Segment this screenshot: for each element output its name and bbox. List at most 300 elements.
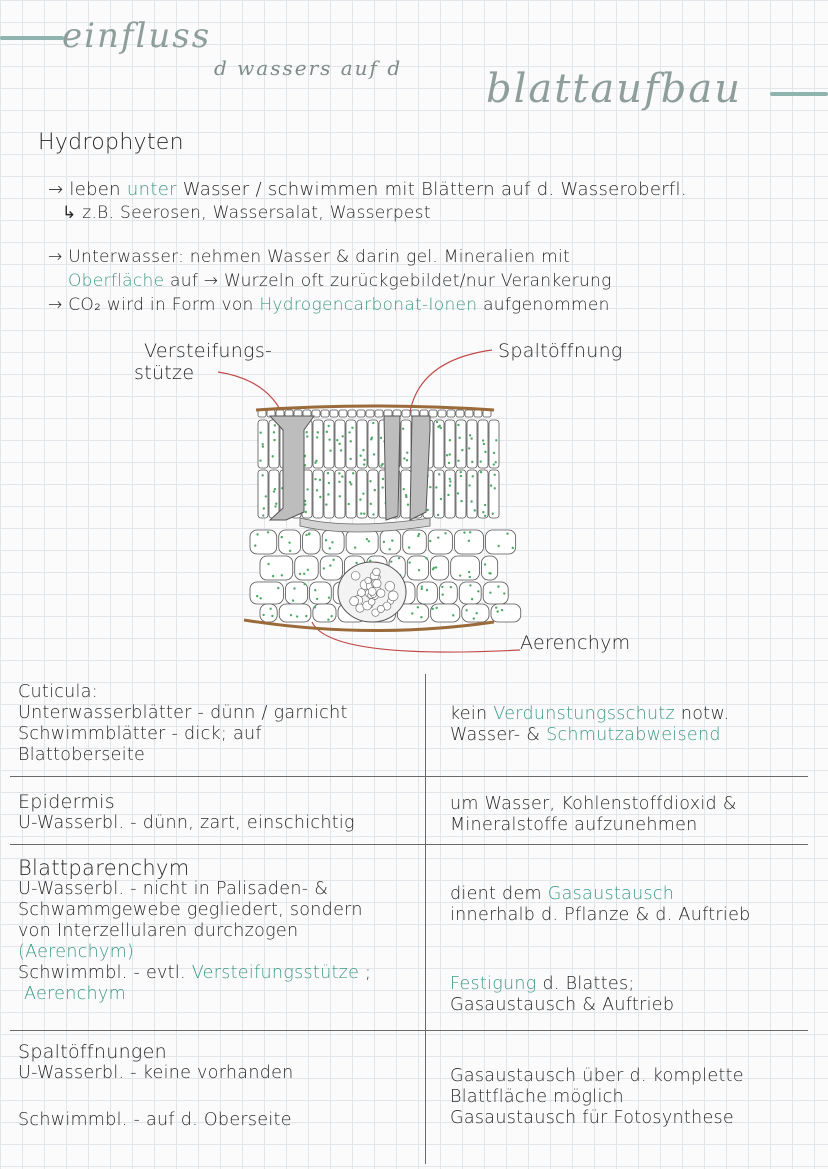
chloroplast xyxy=(269,608,271,610)
aerenchym-cell xyxy=(250,582,283,604)
title-word-middle: d wassers auf d xyxy=(214,56,403,80)
epidermis-cell xyxy=(438,410,446,417)
chloroplast xyxy=(275,503,277,505)
chloroplast xyxy=(360,512,362,514)
chloroplast xyxy=(437,426,439,428)
chloroplast xyxy=(349,458,351,460)
chloroplast xyxy=(293,587,295,589)
epidermis-cell xyxy=(357,410,365,417)
chloroplast xyxy=(267,531,269,533)
chloroplast xyxy=(469,434,471,436)
chloroplast xyxy=(460,475,462,477)
chloroplast xyxy=(261,474,263,476)
table-cell-cuticula-left xyxy=(18,682,348,766)
chloroplast xyxy=(382,478,384,480)
table-cell-epidermis-right xyxy=(450,794,737,836)
chloroplast xyxy=(263,507,265,509)
aerenchym-cell xyxy=(439,582,457,604)
cuticula-function-2-accent: Schmutzabweisend xyxy=(546,725,721,745)
spaltoeffnungen-function-3: Gasaustausch für Fotosynthese xyxy=(450,1108,734,1128)
epidermis-unterwasser: U-Wasserbl. - dünn, zart, einschichtig xyxy=(18,813,355,833)
chloroplast xyxy=(316,436,318,438)
epidermis-cell xyxy=(375,410,383,417)
chloroplast xyxy=(483,443,485,445)
chloroplast xyxy=(460,500,462,502)
chloroplast xyxy=(328,482,330,484)
aerenchym-cell xyxy=(403,530,427,554)
blattparenchym-line-4: von Interzellularen durchzogen xyxy=(18,921,299,941)
cuticula-function-1 xyxy=(450,704,729,725)
epidermis-cell xyxy=(474,410,482,417)
epidermis-function-2: Mineralstoffe aufzunehmen xyxy=(450,815,698,835)
chloroplast xyxy=(482,511,484,513)
intro-line-5-post: aufgenommen xyxy=(477,295,610,315)
chloroplast xyxy=(341,475,343,477)
palisade-cell xyxy=(434,470,444,518)
chloroplast xyxy=(470,500,472,502)
chloroplast xyxy=(370,438,372,440)
chloroplast xyxy=(459,574,461,576)
chloroplast xyxy=(350,440,352,442)
aerenchym-cell xyxy=(303,530,321,554)
chloroplast xyxy=(498,545,500,547)
aerenchym-cell xyxy=(407,556,428,580)
chloroplast xyxy=(512,547,514,549)
label-spaltoeffnung: Spaltöffnung xyxy=(498,340,623,362)
chloroplast xyxy=(480,471,482,473)
chloroplast xyxy=(256,533,258,535)
table-cell-epidermis-left xyxy=(18,792,355,834)
chloroplast xyxy=(317,431,319,433)
chloroplast xyxy=(281,536,283,538)
chloroplast xyxy=(327,493,329,495)
label-aerenchym: Aerenchym xyxy=(520,632,631,654)
epidermis-cell xyxy=(447,410,455,417)
palisade-cell xyxy=(324,420,334,468)
table-row-divider-2 xyxy=(10,844,808,845)
aerenchym-cell xyxy=(295,556,318,580)
chloroplast xyxy=(468,484,470,486)
chloroplast xyxy=(325,539,327,541)
aerenchym-cell xyxy=(428,530,452,554)
chloroplast xyxy=(256,595,258,597)
chloroplast xyxy=(340,449,342,451)
chloroplast xyxy=(457,460,459,462)
chloroplast xyxy=(490,484,492,486)
chloroplast xyxy=(494,487,496,489)
palisade-cell xyxy=(258,470,268,518)
chloroplast xyxy=(368,540,370,542)
chloroplast xyxy=(265,495,267,497)
chloroplast xyxy=(472,475,474,477)
chloroplast xyxy=(429,540,431,542)
chloroplast xyxy=(274,488,276,490)
blattparenchym-line-5: (Aerenchym) xyxy=(18,942,135,962)
palisade-cell xyxy=(478,470,488,518)
chloroplast xyxy=(469,584,471,586)
chloroplast xyxy=(319,496,321,498)
chloroplast xyxy=(484,563,486,565)
cuticula-heading: Cuticula: xyxy=(18,682,98,702)
chloroplast xyxy=(338,443,340,445)
chloroplast xyxy=(417,606,419,608)
chloroplast xyxy=(406,451,408,453)
chloroplast xyxy=(469,576,471,578)
chloroplast xyxy=(329,547,331,549)
chloroplast xyxy=(303,573,305,575)
chloroplast xyxy=(271,615,273,617)
epidermis-cell xyxy=(456,410,464,417)
intro-line-1-post: Wasser / schwimmen mit Blättern auf d. Wasseroberfl. xyxy=(176,179,687,200)
label-versteifungsstuetze-line-2: stütze xyxy=(134,362,195,384)
chloroplast xyxy=(448,462,450,464)
chloroplast xyxy=(305,534,307,536)
chloroplast xyxy=(449,480,451,482)
pointer-line-aerenchym xyxy=(312,622,520,652)
aerenchym-cell xyxy=(462,604,489,622)
chloroplast xyxy=(437,514,439,516)
chloroplast xyxy=(352,472,354,474)
epidermis-cell xyxy=(366,410,374,417)
chloroplast xyxy=(316,598,318,600)
chloroplast xyxy=(259,432,261,434)
table-row-divider-1 xyxy=(10,776,808,777)
chloroplast xyxy=(381,486,383,488)
chloroplast xyxy=(262,614,264,616)
chloroplast xyxy=(435,486,437,488)
chloroplast xyxy=(493,463,495,465)
table-cell-cuticula-right xyxy=(450,704,729,746)
intro-line-4-accent: Oberfläche xyxy=(68,271,165,291)
chloroplast xyxy=(492,513,494,515)
chloroplast xyxy=(484,504,486,506)
chloroplast xyxy=(493,474,495,476)
chloroplast xyxy=(489,572,491,574)
palisade-cell xyxy=(313,470,323,518)
chloroplast xyxy=(390,560,392,562)
blattparenchym-function-2: innerhalb d. Pflanze & d. Auftrieb xyxy=(450,905,751,925)
intro-line-4-post: auf → Wurzeln oft zurückgebildet/nur Verankerung xyxy=(164,271,612,291)
spaltoeffnungen-unterwasser: U-Wasserbl. - keine vorhanden xyxy=(18,1063,294,1083)
palisade-cell xyxy=(368,420,378,468)
chloroplast xyxy=(369,480,371,482)
chloroplast xyxy=(420,616,422,618)
epidermis-heading: Epidermis xyxy=(18,791,115,813)
table-cell-blattparenchym-right xyxy=(450,884,751,926)
chloroplast xyxy=(408,546,410,548)
chloroplast xyxy=(359,498,361,500)
chloroplast xyxy=(421,585,423,587)
chloroplast xyxy=(418,569,420,571)
cuticula-function-1-accent: Verdunstungsschutz xyxy=(493,704,676,724)
palisade-cell xyxy=(313,420,323,468)
epidermis-cell xyxy=(339,410,347,417)
intro-heading: Hydrophyten xyxy=(38,130,184,155)
chloroplast xyxy=(314,606,316,608)
aerenchym-cell xyxy=(485,530,515,554)
chloroplast xyxy=(304,503,306,505)
chloroplast xyxy=(316,489,318,491)
chloroplast xyxy=(440,427,442,429)
chloroplast xyxy=(339,495,341,497)
chloroplast xyxy=(383,541,385,543)
chloroplast xyxy=(475,612,477,614)
vascular-cell xyxy=(357,589,365,597)
chloroplast xyxy=(327,619,329,621)
chloroplast xyxy=(421,588,423,590)
chloroplast xyxy=(338,481,340,483)
chloroplast xyxy=(332,559,334,561)
chloroplast xyxy=(354,546,356,548)
chloroplast xyxy=(468,540,470,542)
spaltoeffnungen-function-2: Blattfläche möglich xyxy=(450,1087,624,1107)
chloroplast xyxy=(305,511,307,513)
chloroplast xyxy=(406,459,408,461)
chloroplast xyxy=(370,503,372,505)
chloroplast xyxy=(468,447,470,449)
chloroplast xyxy=(273,490,275,492)
chloroplast xyxy=(468,571,470,573)
chloroplast xyxy=(418,533,420,535)
upper-cuticle xyxy=(256,406,494,410)
chloroplast xyxy=(373,453,375,455)
chloroplast xyxy=(473,617,475,619)
chloroplast xyxy=(319,479,321,481)
chloroplast xyxy=(267,563,269,565)
chloroplast xyxy=(497,585,499,587)
chloroplast xyxy=(350,483,352,485)
blattparenchym-function-3-post: d. Blattes; xyxy=(536,974,635,994)
blattparenchym-function-4: Gasaustausch & Auftrieb xyxy=(450,995,675,1015)
chloroplast xyxy=(480,460,482,462)
chloroplast xyxy=(380,437,382,439)
table-cell-spaltoeffnungen-left xyxy=(18,1042,294,1084)
aerenchym-cell xyxy=(285,582,307,604)
chloroplast xyxy=(408,561,410,563)
aerenchym-cell xyxy=(260,604,277,622)
vascular-bundle xyxy=(338,562,406,622)
table-cell-blattparenchym-left xyxy=(18,858,371,1005)
palisade-cell xyxy=(445,470,455,518)
vascular-cell xyxy=(365,577,371,583)
chloroplast xyxy=(307,569,309,571)
chloroplast xyxy=(460,471,462,473)
table-cell-spaltoeffnungen-left-2 xyxy=(18,1110,292,1131)
chloroplast xyxy=(363,513,365,515)
epidermis-function-1: um Wasser, Kohlenstoffdioxid & xyxy=(450,794,737,814)
chloroplast xyxy=(288,541,290,543)
intro-line-3: → Unterwasser: nehmen Wasser & darin gel. Mineralien mit xyxy=(48,247,571,267)
spaltoeffnungen-schwimm: Schwimmbl. - auf d. Oberseite xyxy=(18,1110,292,1130)
intro-line-1-accent: unter xyxy=(126,179,177,200)
chloroplast xyxy=(447,494,449,496)
chloroplast xyxy=(331,541,333,543)
aerenchym-cell xyxy=(481,556,497,580)
vascular-cell xyxy=(368,588,376,596)
chloroplast xyxy=(328,425,330,427)
chloroplast xyxy=(465,609,467,611)
chloroplast xyxy=(398,557,400,559)
palisade-cell xyxy=(346,420,356,468)
vascular-cell xyxy=(351,571,360,580)
chloroplast xyxy=(349,481,351,483)
chloroplast xyxy=(328,438,330,440)
table-column-divider xyxy=(425,674,426,1164)
chloroplast xyxy=(325,503,327,505)
chloroplast xyxy=(471,461,473,463)
chloroplast xyxy=(362,492,364,494)
cuticula-function-2 xyxy=(450,725,729,746)
chloroplast xyxy=(426,589,428,591)
palisade-cell xyxy=(357,420,367,468)
aerenchym-cell xyxy=(417,582,437,604)
chloroplast xyxy=(402,428,404,430)
label-versteifungsstuetze-line-1: Versteifungs- xyxy=(144,340,273,362)
palisade-cell xyxy=(346,470,356,518)
cuticula-blattoberseite: Blattoberseite xyxy=(18,745,146,765)
palisade-cell xyxy=(489,470,499,518)
blattparenchym-line-3: Schwammgewebe gegliedert, sondern xyxy=(18,900,363,920)
chloroplast xyxy=(272,575,274,577)
vascular-cell xyxy=(377,605,384,612)
table-cell-blattparenchym-right-2 xyxy=(450,974,674,1016)
chloroplast xyxy=(299,573,301,575)
palisade-cell xyxy=(445,420,455,468)
chloroplast xyxy=(461,449,463,451)
chloroplast xyxy=(254,544,256,546)
chloroplast xyxy=(314,589,316,591)
chloroplast xyxy=(450,586,452,588)
chloroplast xyxy=(338,472,340,474)
chloroplast xyxy=(435,566,437,568)
chloroplast xyxy=(496,610,498,612)
aerenchym-cell xyxy=(310,582,332,604)
chloroplast xyxy=(435,607,437,609)
table-cell-spaltoeffnungen-right xyxy=(450,1066,744,1129)
palisade-cell xyxy=(269,420,279,468)
chloroplast xyxy=(363,459,365,461)
chloroplast xyxy=(308,533,310,535)
chloroplast xyxy=(330,615,332,617)
chloroplast xyxy=(303,583,305,585)
aerenchym-cell xyxy=(431,604,460,622)
chloroplast xyxy=(329,564,331,566)
blattparenchym-line-6-post: ; xyxy=(359,963,372,983)
chloroplast xyxy=(482,439,484,441)
chloroplast xyxy=(457,424,459,426)
vascular-cell xyxy=(385,581,395,591)
chloroplast xyxy=(355,562,357,564)
chloroplast xyxy=(372,513,374,515)
chloroplast xyxy=(274,505,276,507)
intro-line-5-pre: → CO₂ wird in Form von xyxy=(48,295,260,315)
blattparenchym-line-6 xyxy=(18,963,371,984)
cuticula-unterwasser: Unterwasserblätter - dünn / garnicht xyxy=(18,703,348,723)
chloroplast xyxy=(259,459,261,461)
palisade-cell xyxy=(401,470,411,518)
blattparenchym-heading: Blattparenchym xyxy=(18,856,190,880)
blattparenchym-line-2: U-Wasserbl. - nicht in Palisaden- & xyxy=(18,879,329,899)
palisade-cell xyxy=(489,420,499,468)
chloroplast xyxy=(449,484,451,486)
epidermis-cell xyxy=(321,410,329,417)
chloroplast xyxy=(260,597,262,599)
chloroplast xyxy=(403,488,405,490)
cuticula-schwimm: Schwimmblätter - dick; auf xyxy=(18,724,262,744)
pointer-line-spaltoeffnung xyxy=(410,350,492,412)
blattparenchym-function-3-accent: Festigung xyxy=(450,974,537,994)
chloroplast xyxy=(348,503,350,505)
chloroplast xyxy=(484,515,486,517)
chloroplast xyxy=(273,439,275,441)
chloroplast xyxy=(470,437,472,439)
chloroplast xyxy=(328,596,330,598)
chloroplast xyxy=(342,435,344,437)
palisade-cell xyxy=(269,470,279,518)
chloroplast xyxy=(463,531,465,533)
chloroplast xyxy=(471,598,473,600)
chloroplast xyxy=(336,439,338,441)
chloroplast xyxy=(441,586,443,588)
chloroplast xyxy=(477,590,479,592)
chloroplast xyxy=(411,612,413,614)
chloroplast xyxy=(436,421,438,423)
chloroplast xyxy=(432,608,434,610)
epidermis-cell xyxy=(348,410,356,417)
chloroplast xyxy=(495,606,497,608)
chloroplast xyxy=(449,453,451,455)
epidermis-cell xyxy=(402,410,410,417)
aerenchym-cell xyxy=(250,530,277,554)
cuticula-function-1-post: notw. xyxy=(675,704,730,724)
chloroplast xyxy=(391,539,393,541)
chloroplast xyxy=(405,494,407,496)
chloroplast xyxy=(503,592,505,594)
intro-line-2: ↳ z.B. Seerosen, Wassersalat, Wasserpest xyxy=(62,203,431,223)
chloroplast xyxy=(469,531,471,533)
chloroplast xyxy=(273,431,275,433)
chloroplast xyxy=(359,455,361,457)
chloroplast xyxy=(437,536,439,538)
aerenchym-cell xyxy=(346,530,378,554)
vascular-cell xyxy=(350,597,359,606)
chloroplast xyxy=(366,538,368,540)
chloroplast xyxy=(363,463,365,465)
spaltoeffnungen-function-1: Gasaustausch über d. komplette xyxy=(450,1066,744,1086)
chloroplast xyxy=(262,514,264,516)
chloroplast xyxy=(348,431,350,433)
chloroplast xyxy=(314,478,316,480)
chloroplast xyxy=(306,488,308,490)
palisade-cell xyxy=(368,470,378,518)
chloroplast xyxy=(306,435,308,437)
chloroplast xyxy=(449,439,451,441)
chloroplast xyxy=(323,567,325,569)
chloroplast xyxy=(262,445,264,447)
chloroplast xyxy=(351,427,353,429)
palisade-cell xyxy=(357,470,367,518)
chloroplast xyxy=(474,509,476,511)
intro-line-1-pre: → leben xyxy=(48,179,127,200)
vascular-cell xyxy=(388,591,398,601)
chloroplast xyxy=(458,437,460,439)
chloroplast xyxy=(274,424,276,426)
vascular-cell xyxy=(373,579,381,587)
aerenchym-cell xyxy=(451,556,480,580)
chloroplast xyxy=(362,449,364,451)
blattparenchym-function-1-accent: Gasaustausch xyxy=(547,884,675,904)
chloroplast xyxy=(425,557,427,559)
